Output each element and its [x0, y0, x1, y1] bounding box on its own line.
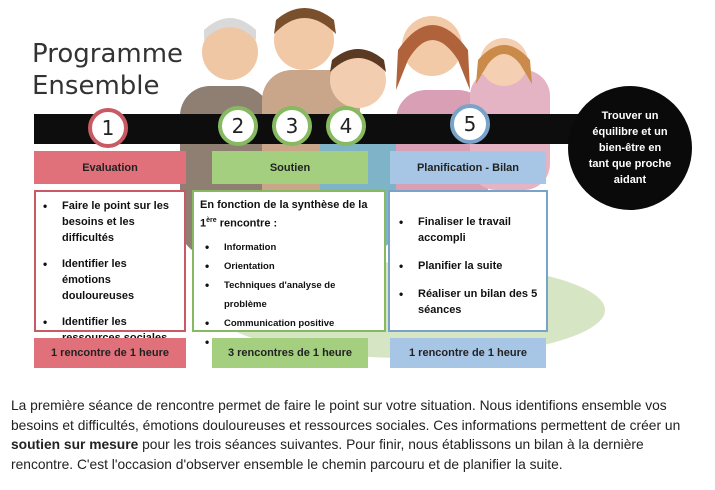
list-item: • Planifier la suite — [394, 258, 538, 274]
title-line: Programme — [32, 39, 184, 69]
list-item: • Identifier les émotions douloureuses — [38, 256, 176, 304]
planification-footer: 1 rencontre de 1 heure — [390, 338, 546, 368]
list-item: • Information — [200, 238, 378, 257]
step-number: 4 — [339, 114, 353, 138]
list-item: • Finaliser le travail accompli — [394, 214, 538, 246]
evaluation-header: Evaluation — [34, 151, 186, 184]
evaluation-box — [34, 190, 186, 332]
soutien-box — [192, 190, 386, 332]
soutien-header: Soutien — [212, 151, 368, 184]
list-item: • Techniques d'analyse de problème — [200, 276, 378, 314]
list-item: • Identifier les — [38, 314, 176, 346]
soutien-intro: En fonction de la synthèse de la 1ère rencontre : — [200, 199, 368, 230]
description-paragraph: La première séance de rencontre permet de faire le point sur votre situation. Nous identifions ensemble vos besoins et difficultés, émotions douloureuses et ressources sociales. Ces informations permettent de créer un soutien sur mesure pour les trois séances suivantes. Pour finir, nous établissons un bilan à la dernière rencontre. C'est l'occasion d'observer ensemble le chemin parcouru et de planifier la suite. — [11, 398, 681, 472]
step-number: 5 — [463, 112, 477, 136]
step-4-circle — [326, 106, 366, 146]
step-3-circle — [272, 106, 312, 146]
step-number: 1 — [101, 116, 115, 140]
planification-box — [388, 190, 548, 332]
programme-title — [32, 38, 183, 102]
step-1-circle — [88, 108, 128, 148]
soutien-footer: 3 rencontres de 1 heure — [212, 338, 368, 368]
list-item: • Faire le point sur les besoins et les difficultés — [38, 198, 176, 246]
step-number: 2 — [231, 114, 245, 138]
step-2-circle — [218, 106, 258, 146]
title-line: Ensemble — [32, 71, 160, 101]
planification-header: Planification - Bilan — [390, 151, 546, 184]
step-5-circle — [450, 104, 490, 144]
goal-circle — [568, 86, 692, 210]
list-item: • Réaliser un bilan des 5 séances — [394, 286, 538, 318]
list-item: • Orientation — [200, 257, 378, 276]
goal-text: Trouver un équilibre et un bien-être en tant que proche aidant — [588, 110, 672, 186]
list-item: • Communication positive — [200, 314, 378, 333]
highlight-text: soutien sur mesure — [11, 437, 139, 452]
evaluation-footer: 1 rencontre de 1 heure — [34, 338, 186, 368]
step-number: 3 — [285, 114, 299, 138]
